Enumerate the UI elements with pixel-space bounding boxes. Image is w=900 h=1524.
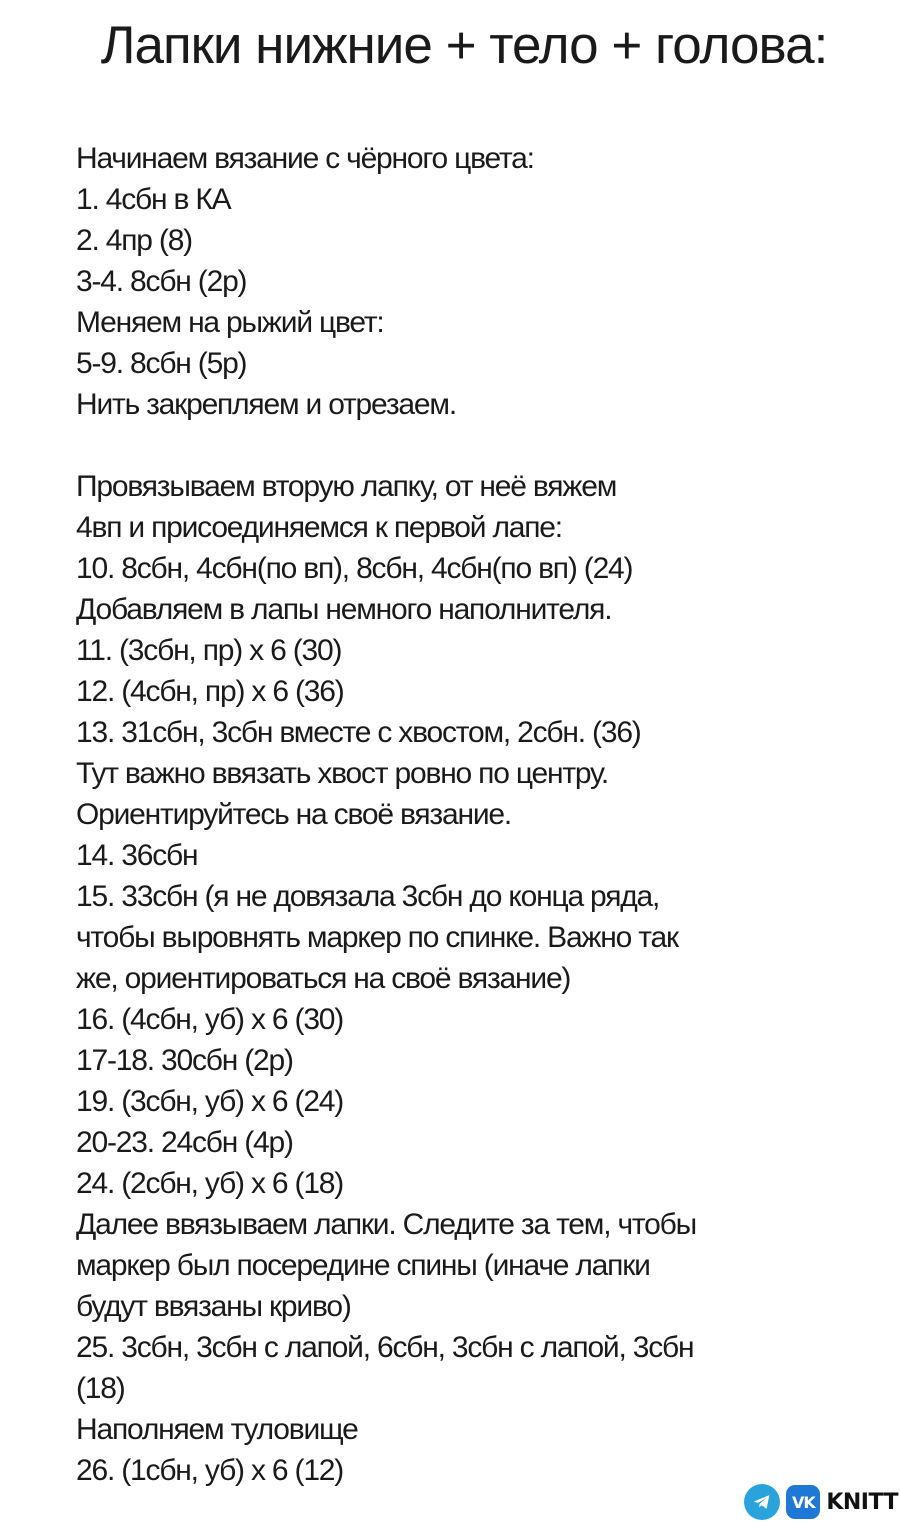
instruction-line: маркер был посередине спины (иначе лапки [76,1249,650,1282]
instruction-line: 14. 36сбн [76,839,198,872]
instruction-line: чтобы выровнять маркер по спинке. Важно так [76,921,678,954]
instruction-line: (18) [76,1372,125,1405]
instruction-line: 20-23. 24сбн (4р) [76,1126,293,1159]
instruction-line: 5-9. 8сбн (5р) [76,347,247,380]
instruction-line: Провязываем вторую лапку, от неё вяжем [76,470,617,503]
instruction-line: Наполняем туловище [76,1413,358,1446]
vk-icon[interactable]: VK [786,1485,820,1519]
instruction-line: 26. (1сбн, уб) х 6 (12) [76,1454,344,1487]
telegram-plane-icon [751,1491,773,1513]
instruction-line: 15. 33сбн (я не довязала 3сбн до конца ряда, [76,880,660,913]
instruction-line: же, ориентироваться на своё вязание) [76,962,571,995]
instruction-line: 3-4. 8сбн (2р) [76,265,247,298]
brand-name: KNITT [826,1489,898,1515]
page-title: Лапки нижние + тело + голова: [100,16,828,75]
telegram-icon[interactable] [744,1484,780,1520]
instruction-line: 11. (3сбн, пр) х 6 (30) [76,634,342,667]
instruction-line: 16. (4сбн, уб) х 6 (30) [76,1003,344,1036]
instruction-line: Меняем на рыжий цвет: [76,306,384,339]
footer-branding [744,1482,900,1522]
instruction-line: 1. 4сбн в КА [76,183,231,216]
instruction-line: 19. (3сбн, уб) х 6 (24) [76,1085,344,1118]
instruction-line: 17-18. 30сбн (2р) [76,1044,293,1077]
instruction-line: Начинаем вязание с чёрного цвета: [76,142,534,175]
instruction-line: 2. 4пр (8) [76,224,192,257]
instruction-line: Нить закрепляем и отрезаем. [76,388,456,421]
instruction-line: 25. 3сбн, 3сбн с лапой, 6сбн, 3сбн с лапой, 3сбн [76,1331,694,1364]
instruction-line: 13. 31сбн, 3сбн вместе с хвостом, 2сбн. (36) [76,716,641,749]
instruction-line: Тут важно ввязать хвост ровно по центру. [76,757,608,790]
instruction-line: Ориентируйтесь на своё вязание. [76,798,512,831]
pattern-instructions [76,138,876,1491]
instruction-line: Далее ввязываем лапки. Следите за тем, чтобы [76,1208,696,1241]
instruction-line: Добавляем в лапы немного наполнителя. [76,593,612,626]
instruction-line: 10. 8сбн, 4сбн(по вп), 8сбн, 4сбн(по вп) (24) [76,552,633,585]
blank-line [76,425,876,466]
instruction-line: будут ввязаны криво) [76,1290,351,1323]
instruction-line: 12. (4сбн, пр) х 6 (36) [76,675,344,708]
instruction-line: 4вп и присоединяемся к первой лапе: [76,511,562,544]
instruction-line: 24. (2сбн, уб) х 6 (18) [76,1167,344,1200]
